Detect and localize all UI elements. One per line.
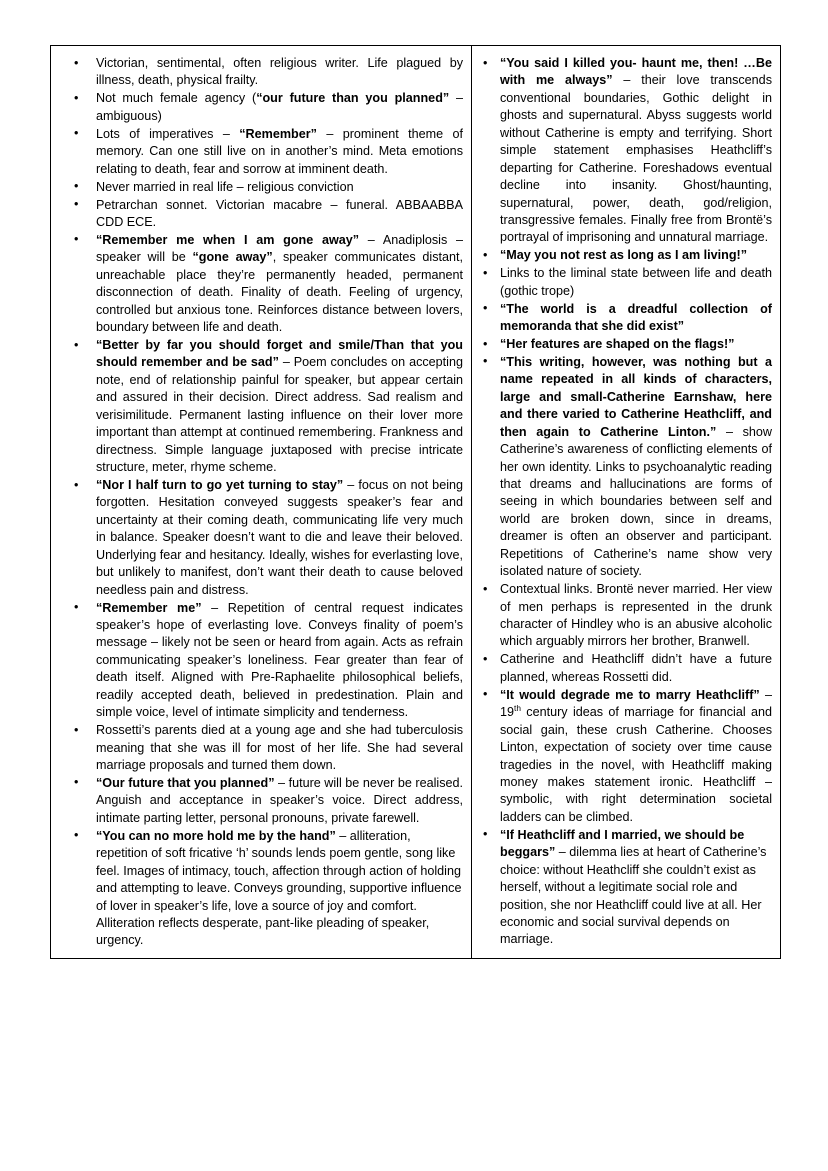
body-text: Links to the liminal state between life and death (gothic trope): [500, 266, 772, 298]
list-item: [480, 354, 772, 581]
quoted-text: “The world is a dreadful collection of memoranda that she did exist”: [500, 301, 772, 334]
list-item: [480, 55, 772, 247]
table-cell-right-column: [472, 46, 781, 959]
quoted-text: “You said I killed you- haunt me, then! …Be with me always”: [500, 56, 772, 88]
quoted-text: “It would degrade me to marry Heathcliff”: [500, 687, 760, 702]
notes-table: [50, 45, 781, 959]
list-item: [59, 722, 463, 774]
ordinal-suffix: th: [514, 703, 521, 713]
body-text: – focus on not being forgotten. Hesitation conveyed suggests speaker’s fear and uncertainty at their coming death, communicating life very much in balance. Speaker doesn’t want to die and leave their beloved. Underlying fear and hesitancy. Ideally, wishes for everlasting love, but unlikely to manifest, don’t want their death to cause beloved needless pain and distress.: [96, 478, 463, 597]
body-text: – future will be never be realised. Anguish and acceptance in speaker’s voice. Direct address, intimate parting letter, personal pronouns, private farewell.: [96, 775, 463, 825]
body-text: , speaker communicates distant, unreachable place they’re permanently headed, permanent disconnection of death. Finality of death. Feeling of urgency, controlled but anxious tone. Reinforces distance between lovers, boundary between life and death.: [96, 250, 464, 335]
quoted-text: “Her features are shaped on the flags!”: [500, 337, 735, 351]
list-item: [59, 55, 463, 90]
quoted-text: “If Heathcliff and I married, we should be beggars”: [500, 827, 745, 860]
body-text: Contextual links. Brontë never married. Her view of men perhaps is represented in the drunk character of Hindley who is an abusive alcoholic which arguably mirrors her brother, Branwell.: [500, 582, 772, 649]
body-text: Catherine and Heathcliff didn’t have a future planned, whereas Rossetti did.: [500, 652, 772, 684]
quoted-text: “Remember me when I am gone away”: [96, 232, 360, 247]
body-text: Rossetti’s parents died at a young age and she had tuberculosis meaning that she was ill for most of her life. She had several marriage proposals and turned them down.: [96, 723, 463, 772]
quoted-text: “You can no more hold me by the hand”: [96, 828, 336, 843]
body-text: Lots of imperatives –: [96, 126, 240, 141]
table-cell-left-column: [51, 46, 472, 959]
list-item: [480, 265, 772, 300]
quoted-text: “This writing, however, was nothing but a name repeated in all kinds of characters, large and small-Catherine Earnshaw, here and there varied to Catherine Heathcliff, and then again to Catherine Linton.”: [500, 354, 772, 439]
list-item: [59, 337, 463, 477]
list-item: [480, 687, 772, 827]
body-text: – show Catherine’s awareness of conflicting elements of her own identity. Links to psychoanalytic reading that dreams and hallucinations are forms of seeing in which boundaries between self and world are broken down, since in dreams, dreamer is often an observer and participant. Repetitions of Catherine’s name show very isolated nature of society.: [500, 424, 772, 579]
list-item: [480, 651, 772, 686]
right-column-bullet-list: [480, 55, 772, 949]
body-text: – Anadiplosis – speaker will be: [96, 232, 463, 265]
list-item: [480, 301, 772, 336]
body-text: – prominent theme of memory. Can one still live on in another’s mind. Meta emotions relating to death, fear and sorrow at imminent death.: [96, 126, 463, 176]
list-item: [480, 247, 772, 264]
list-item: [59, 600, 463, 722]
body-text: Petrarchan sonnet. Victorian macabre – funeral. ABBAABBA CDD ECE.: [96, 197, 463, 229]
list-item: [59, 179, 463, 196]
list-item: [480, 581, 772, 651]
list-item: [59, 126, 463, 178]
list-item: [59, 197, 463, 232]
list-item: [59, 90, 463, 125]
list-item: [59, 477, 463, 599]
body-text: – alliteration, repetition of soft fricative ‘h’ sounds lends poem gentle, song like feel. Images of intimacy, touch, affection through action of holding and attempting to leave. Conveys grounding, supportive influence of lover in speaker’s life, love a source of joy and comfort. Alliteration reflects desperate, pant-like pleading of speaker, urgency.: [96, 828, 462, 948]
quoted-text: “gone away”: [192, 250, 273, 265]
quoted-text: “Remember me”: [96, 600, 202, 615]
body-text: – dilemma lies at heart of Catherine’s choice: without Heathcliff she couldn’t exist as herself, without a legitimate social role and position, she nor Heathcliff could live at all. Her economic and social survival depends on marriage.: [500, 845, 767, 947]
list-item: [59, 775, 463, 827]
quoted-text: “Remember”: [239, 126, 317, 141]
body-text: – Poem concludes on accepting note, end of relationship painful for speaker, but appear certain and assured in their decision. Direct address. Sad realism and verisimilitude. Permanent lasting influence on their lover more important than attempt at continued remembering. Frankness and directness. Simple language juxtaposed with precise intricate structure, meter, rhyme scheme.: [96, 355, 463, 475]
body-text: – their love transcends conventional boundaries, Gothic delight in ghosts and supernatural. Abyss suggests world without Catherine is empty and terrifying. Short simple statement emphasises Heathcliff’s departing for Catherine. Foreshadows eventual decline into insanity. Ghost/haunting, supernatural, power, death, god/religion, transgressive females. Finally free from Brontë’s portrayal of imprisoning and unnatural marriage.: [500, 73, 772, 245]
body-text: century ideas of marriage for financial and social gain, these crush Catherine. Chooses Linton, expectation of society over time cause tragedies in the novel, with Heathcliff making money makes statement ironic. Heathcliff – symbolic, with right determination societal ladders can be climbed.: [500, 705, 772, 824]
list-item: [59, 232, 463, 337]
quoted-text: “Nor I half turn to go yet turning to stay”: [96, 478, 344, 492]
list-item: [480, 336, 772, 353]
table-row: [51, 46, 781, 959]
body-text: Not much female agency (: [96, 91, 257, 106]
list-item: [59, 828, 463, 950]
body-text: Victorian, sentimental, often religious writer. Life plagued by illness, death, physical frailty.: [96, 56, 463, 88]
body-text: Never married in real life – religious conviction: [96, 179, 354, 194]
body-text: – ambiguous): [96, 91, 463, 123]
list-item: [480, 827, 772, 949]
quoted-text: “Our future that you planned”: [96, 775, 275, 790]
body-text: – Repetition of central request indicates speaker’s hope of everlasting love. Conveys finality of poem’s message – likely not be seen or heard from again. Acts as refrain communicating speaker’s loneliness. Fear greater than fear of death itself. Aligned with Pre-Raphaelite philosophical beliefs, readily accepted death, believed in predestination. Plain and simple voice, level of intimate simplicity and tenderness.: [96, 600, 463, 720]
body-text: – 19: [500, 687, 772, 720]
quoted-text: “May you not rest as long as I am living!”: [500, 248, 748, 263]
quoted-text: “Better by far you should forget and smile/Than that you should remember and be sad”: [96, 338, 463, 370]
left-column-bullet-list: [59, 55, 463, 950]
quoted-text: “our future than you planned”: [256, 91, 450, 106]
